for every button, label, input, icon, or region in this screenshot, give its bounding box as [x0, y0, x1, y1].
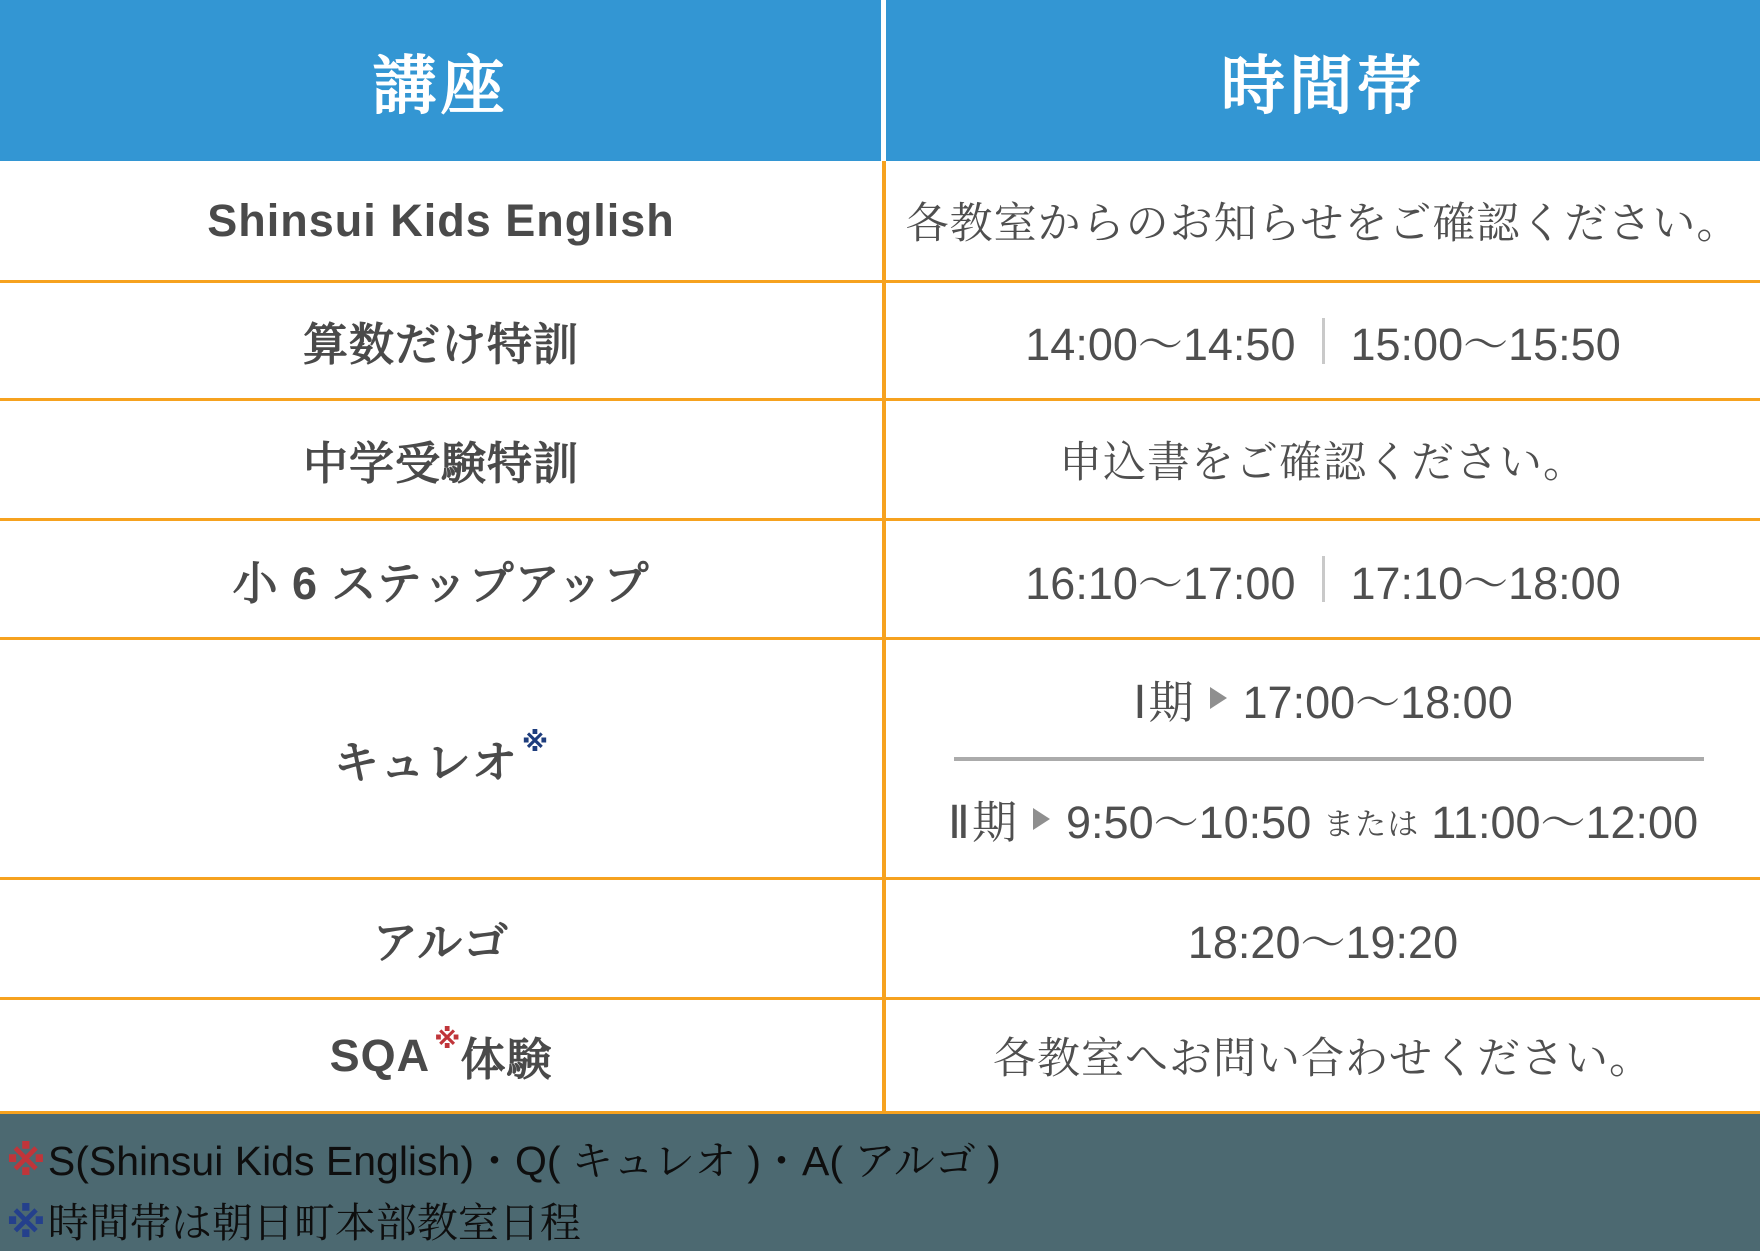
period-1-row [886, 640, 1760, 757]
arrow-right-icon [1033, 808, 1050, 830]
course-label: アルゴ [372, 917, 510, 968]
table-row [0, 1000, 1760, 1114]
table-row [0, 401, 1760, 521]
time-text: 各教室からのお知らせをご確認ください。 [905, 200, 1741, 248]
reference-mark: ※ [434, 1024, 461, 1054]
table-row [0, 640, 1760, 880]
course-cell [0, 283, 886, 398]
footer-notes [0, 1114, 1760, 1251]
time-cell [886, 1000, 1760, 1111]
time-cell [886, 640, 1760, 877]
time-cell [886, 283, 1760, 398]
course-cell [0, 880, 886, 997]
table-header-row [0, 0, 1760, 161]
time-range-1: 16:10〜17:00 [1025, 557, 1296, 609]
course-label: 算数だけ特訓 [302, 319, 579, 370]
table-row [0, 161, 1760, 283]
time-text: 18:20〜19:20 [1187, 917, 1459, 968]
header-time-cell [886, 0, 1760, 161]
course-label-prefix: SQA [329, 1029, 431, 1081]
header-course-label: 講座 [372, 49, 509, 122]
time-cell [886, 880, 1760, 997]
time-range-1: 14:00〜14:50 [1025, 319, 1296, 370]
period-1-time: 17:00〜18:00 [1242, 676, 1513, 728]
period-1-label: Ⅰ期 [1133, 676, 1196, 728]
course-cell [0, 521, 886, 637]
header-course-cell [0, 0, 886, 161]
time-text: 申込書をご確認ください。 [1059, 439, 1587, 487]
header-time-label: 時間帯 [1221, 49, 1425, 122]
period-2-row [886, 761, 1760, 878]
footnote-text: 時間帯は朝日町本部教室日程 [47, 1200, 581, 1246]
reference-mark: ※ [6, 1138, 46, 1184]
period-2-time-2: 11:00〜12:00 [1431, 797, 1699, 849]
footnote-line [6, 1130, 1760, 1192]
arrow-right-icon [1210, 687, 1227, 709]
time-separator-bar [1322, 556, 1325, 602]
table-row [0, 880, 1760, 1000]
course-label-suffix: 体験 [460, 1034, 553, 1085]
time-cell [886, 401, 1760, 518]
course-cell [0, 161, 886, 280]
footnote-text: S(Shinsui Kids English)・Q( キュレオ )・A( アルゴ ) [47, 1138, 1001, 1184]
reference-mark: ※ [6, 1200, 46, 1246]
time-cell [886, 521, 1760, 637]
time-range-2: 15:00〜15:50 [1350, 319, 1621, 370]
period-2-label: Ⅱ期 [947, 797, 1020, 849]
course-cell [0, 1000, 886, 1111]
or-text: または [1323, 807, 1420, 843]
table-row [0, 521, 1760, 640]
course-label: キュレオ [333, 737, 518, 788]
course-label: 中学受験特訓 [302, 438, 579, 489]
footnote-line [6, 1192, 1760, 1251]
table-row [0, 283, 1760, 401]
reference-mark: ※ [521, 727, 549, 757]
time-range-2: 17:10〜18:00 [1350, 557, 1621, 609]
time-cell [886, 161, 1760, 280]
course-cell [0, 401, 886, 518]
time-separator-bar [1322, 318, 1325, 364]
course-label: 小 6 ステップアップ [232, 557, 650, 609]
course-cell [0, 640, 886, 877]
period-2-time-1: 9:50〜10:50 [1066, 797, 1312, 849]
course-label: Shinsui Kids English [207, 194, 675, 246]
time-text: 各教室へお問い合わせください。 [993, 1035, 1653, 1083]
